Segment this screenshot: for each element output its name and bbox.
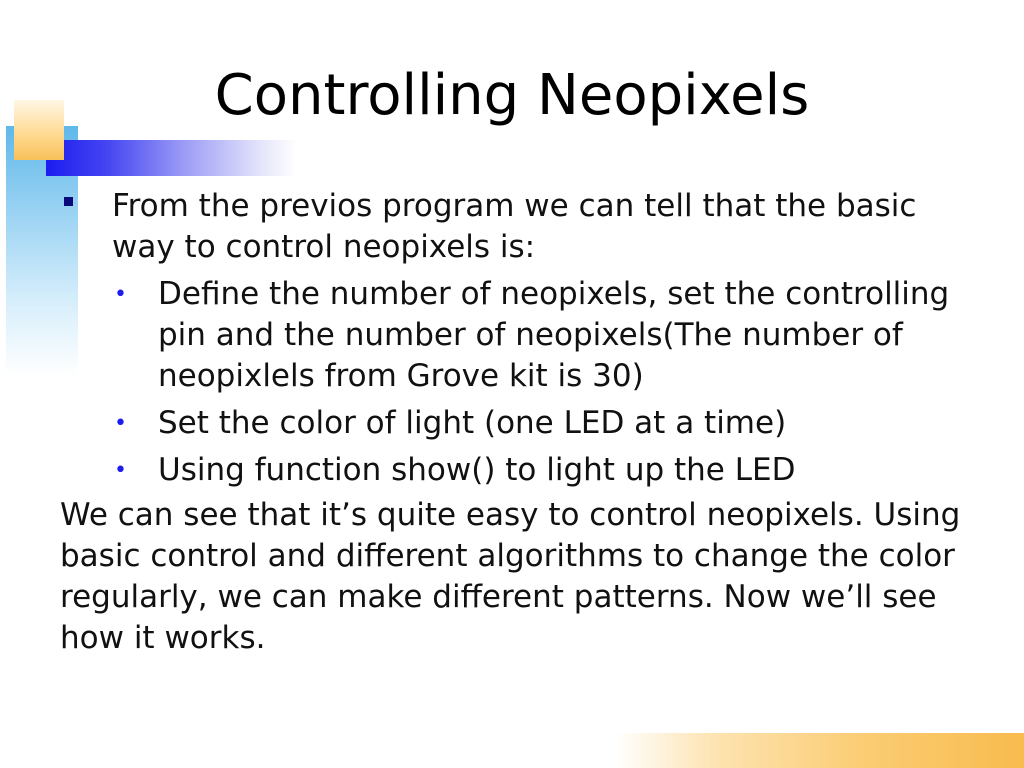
sub-bullet-item bbox=[60, 274, 980, 397]
dot-bullet-icon: • bbox=[114, 411, 127, 436]
sub-bullet-item bbox=[60, 403, 980, 444]
sub-bullet-text: Using function show() to light up the LED bbox=[158, 452, 796, 488]
slide-body bbox=[60, 186, 980, 659]
slide-title: Controlling Neopixels bbox=[214, 63, 810, 128]
dot-bullet-icon: • bbox=[114, 458, 127, 483]
decorative-orange-gradient-bar bbox=[615, 733, 1024, 768]
bullet-item bbox=[60, 186, 980, 268]
sub-bullet-text: Define the number of neopixels, set the controlling pin and the number of neopixels(The number of neopixlels from Grove kit is 30) bbox=[158, 276, 950, 394]
body-paragraph: We can see that it’s quite easy to control neopixels. Using basic control and different algorithms to change the color regularly, we can make different patterns. Now we’ll see how it works. bbox=[60, 497, 961, 656]
sub-bullet-item bbox=[60, 450, 980, 491]
dot-bullet-icon: • bbox=[114, 282, 127, 307]
bullet-text: From the previos program we can tell that the basic way to control neopixels is: bbox=[112, 188, 917, 265]
sub-bullet-text: Set the color of light (one LED at a time) bbox=[158, 405, 787, 441]
square-bullet-icon bbox=[64, 197, 73, 206]
decorative-blue-gradient-stripe bbox=[46, 140, 296, 176]
